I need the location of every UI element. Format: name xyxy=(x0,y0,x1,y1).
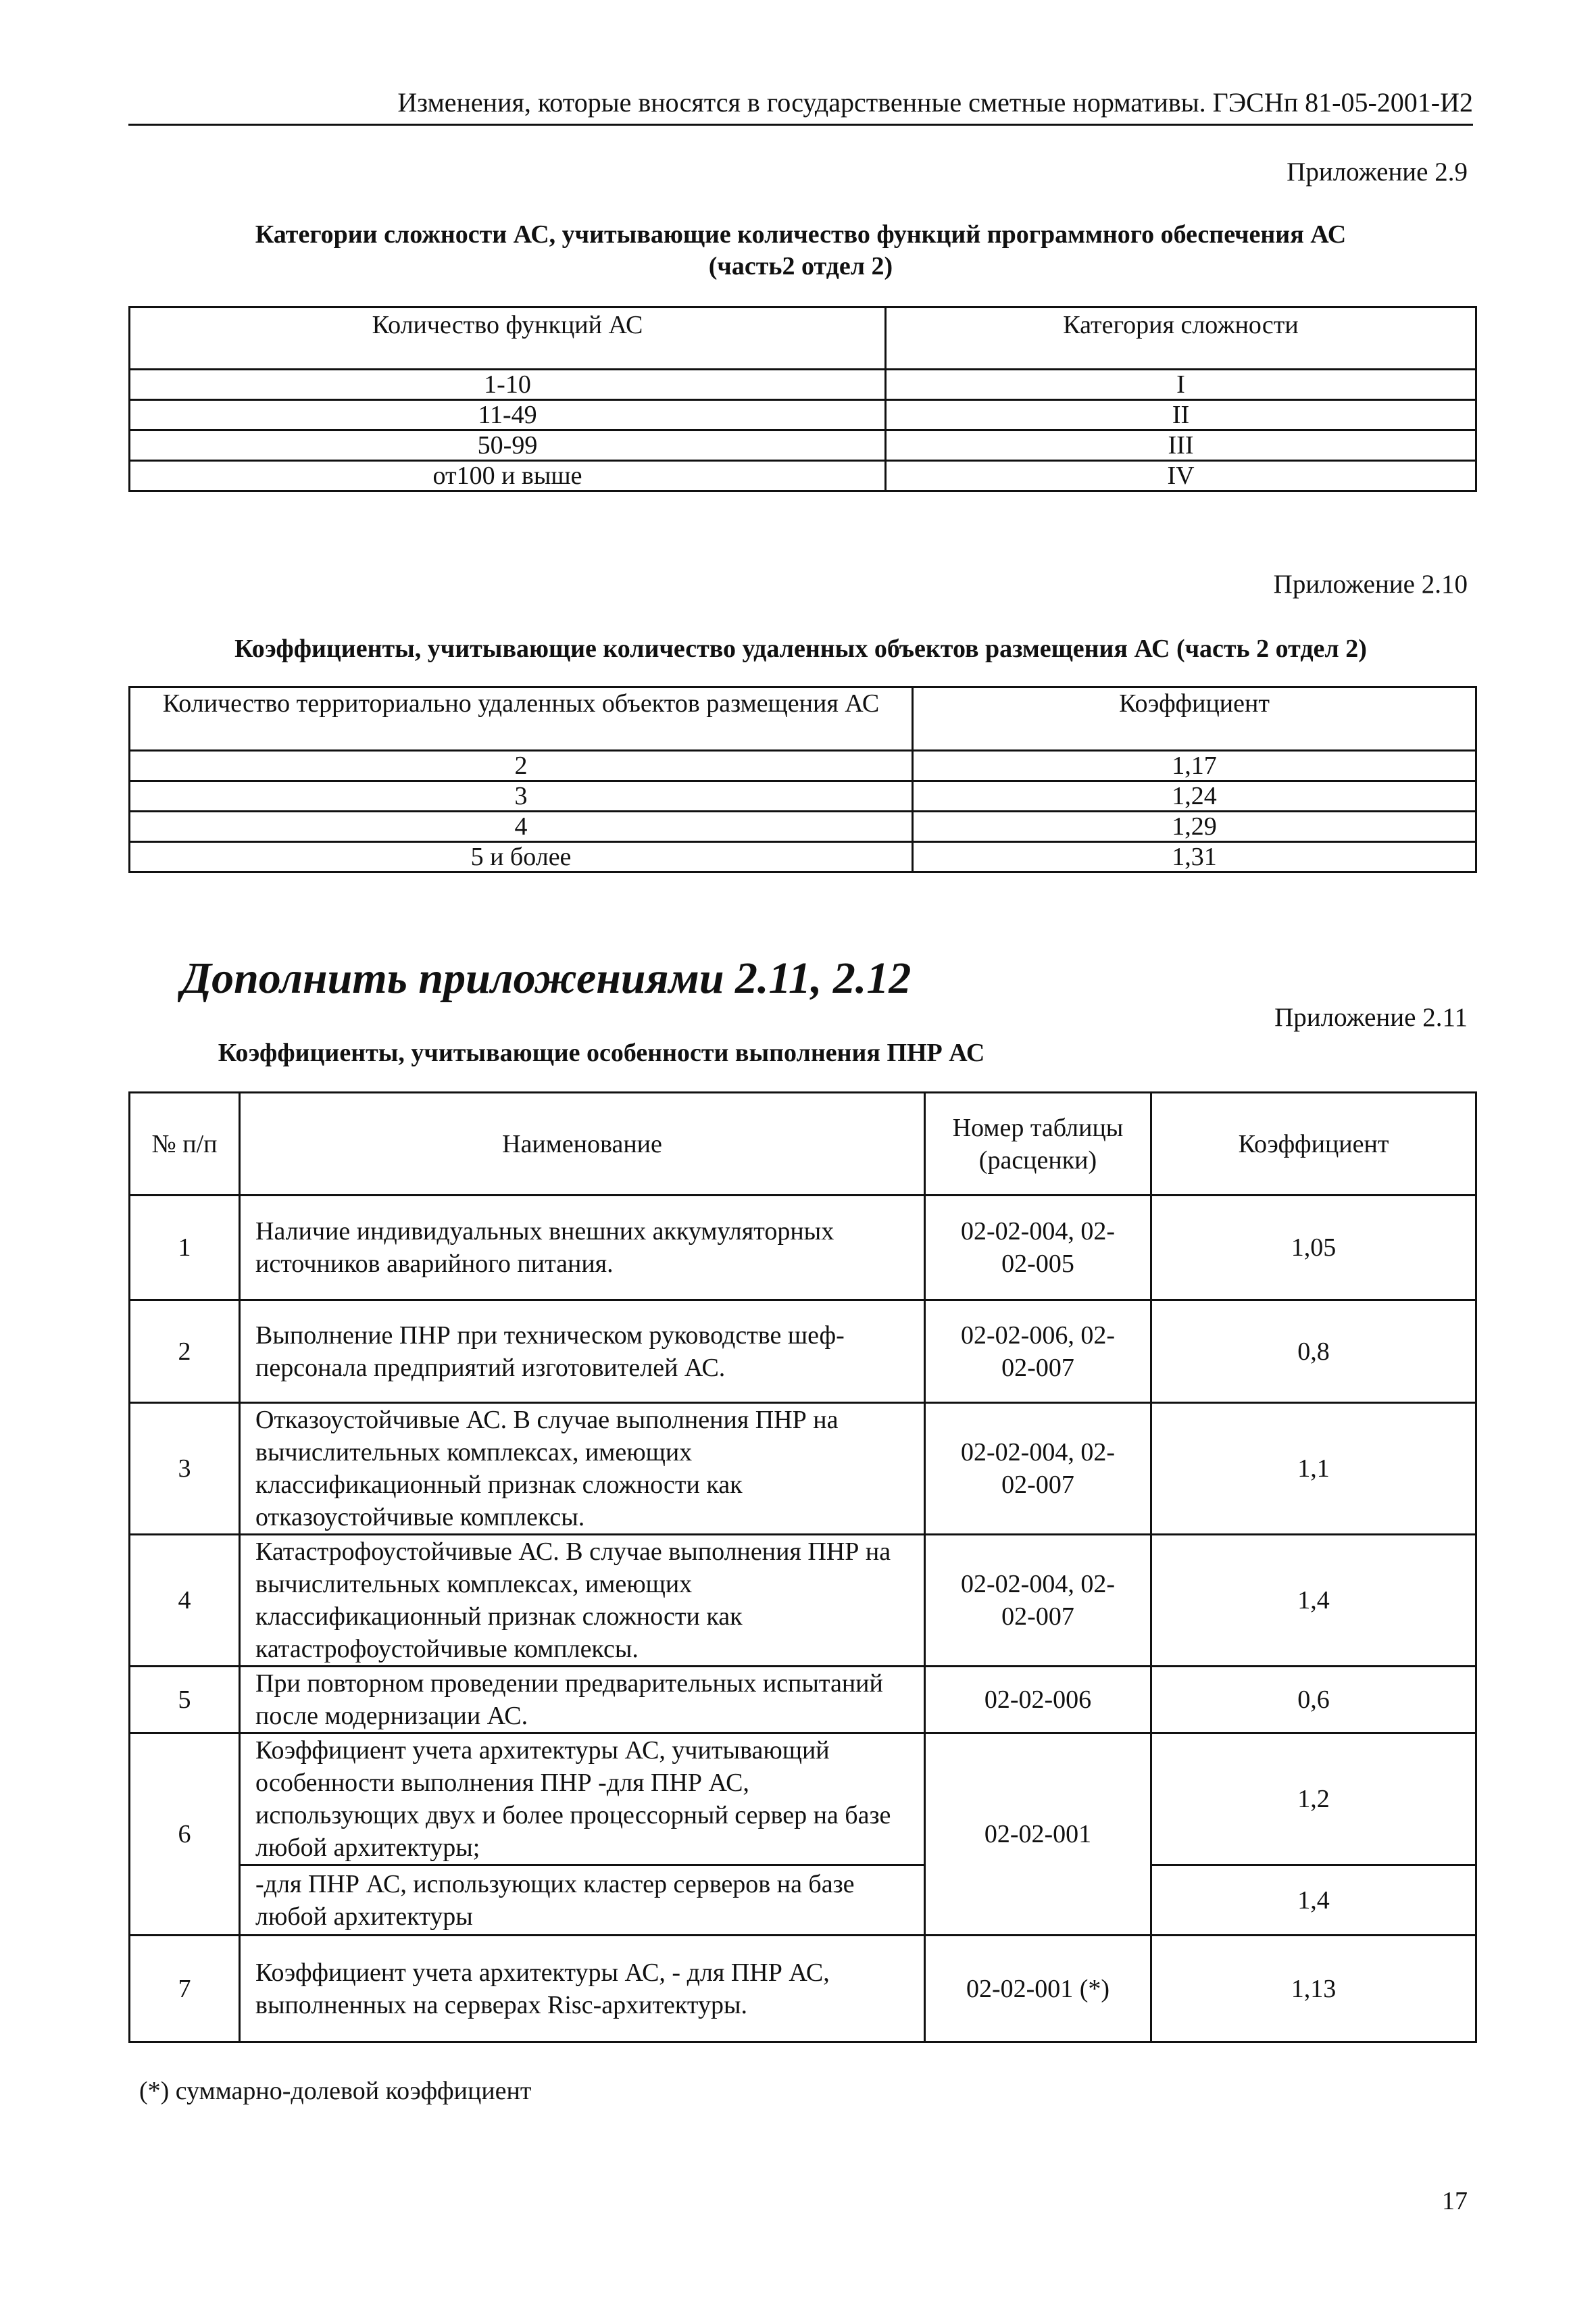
cell-functions: 11-49 xyxy=(130,400,886,430)
cell-coefficient: 1,4 xyxy=(1151,1865,1476,1936)
cell-coefficient: 1,1 xyxy=(1151,1403,1476,1535)
cell-coefficient: 0,6 xyxy=(1151,1667,1476,1733)
cell-number: 4 xyxy=(130,1535,240,1667)
cell-category: II xyxy=(886,400,1476,430)
cell-coefficient: 1,31 xyxy=(913,842,1476,872)
table-row xyxy=(130,1300,1476,1403)
appendix-2-9-subtitle: (часть2 отдел 2) xyxy=(708,252,893,280)
footnote: (*) суммарно-долевой коэффициент xyxy=(139,2077,532,2105)
cell-objects: 4 xyxy=(130,812,913,842)
cell-objects: 3 xyxy=(130,781,913,812)
cell-number: 2 xyxy=(130,1300,240,1403)
table-row xyxy=(130,1403,1476,1535)
appendix-2-10-label: Приложение 2.10 xyxy=(1273,570,1468,599)
table-row xyxy=(130,781,1476,812)
table-row xyxy=(130,812,1476,842)
cell-coefficient: 1,24 xyxy=(913,781,1476,812)
header-rule xyxy=(128,124,1473,126)
table-row xyxy=(130,1667,1476,1733)
table-row xyxy=(130,751,1476,781)
cell-coefficient: 1,17 xyxy=(913,751,1476,781)
cell-number: 6 xyxy=(130,1733,240,1936)
table-row xyxy=(130,1196,1476,1300)
cell-number: 3 xyxy=(130,1403,240,1535)
supplement-heading: Дополнить приложениями 2.11, 2.12 xyxy=(181,954,912,1003)
complexity-table xyxy=(128,306,1477,492)
col-header-coefficient: Коэффициент xyxy=(913,687,1476,751)
cell-name: При повторном проведении предварительных испытаний после модернизации АС. xyxy=(240,1667,925,1733)
appendix-2-9-title: Категории сложности АС, учитывающие количество функций программного обеспечения АС xyxy=(255,220,1347,249)
cell-table-number: 02-02-004, 02-02-007 xyxy=(925,1535,1151,1667)
cell-name: Коэффициент учета архитектуры АС, учитывающий особенности выполнения ПНР -для ПНР АС, использующих двух и более процессорный сервер на базе любой архитектуры; xyxy=(240,1733,925,1865)
cell-functions: от100 и выше xyxy=(130,461,886,491)
running-header: Изменения, которые вносятся в государственные сметные нормативы. ГЭСНп 81-05-2001-И2 xyxy=(397,87,1473,118)
cell-name: Выполнение ПНР при техническом руководстве шеф-персонала предприятий изготовителей АС. xyxy=(240,1300,925,1403)
cell-name: Отказоустойчивые АС. В случае выполнения ПНР на вычислительных комплексах, имеющих классификационный признак сложности как отказоустойчивые комплексы. xyxy=(240,1403,925,1535)
cell-coefficient: 1,4 xyxy=(1151,1535,1476,1667)
pnr-coefficients-table xyxy=(128,1091,1477,2043)
cell-table-number: 02-02-004, 02-02-007 xyxy=(925,1403,1151,1535)
appendix-2-9-label: Приложение 2.9 xyxy=(1287,157,1468,187)
col-header-name: Наименование xyxy=(240,1093,925,1196)
cell-category: IV xyxy=(886,461,1476,491)
appendix-2-10-title: Коэффициенты, учитывающие количество удаленных объектов размещения АС (часть 2 отдел 2) xyxy=(234,635,1367,663)
cell-name: Коэффициент учета архитектуры АС, - для ПНР АС, выполненных на серверах Risc-архитектуры. xyxy=(240,1936,925,2042)
remote-objects-table xyxy=(128,686,1477,873)
cell-number: 1 xyxy=(130,1196,240,1300)
table-row xyxy=(130,1535,1476,1667)
appendix-2-11-title: Коэффициенты, учитывающие особенности выполнения ПНР АС xyxy=(218,1039,985,1067)
cell-coefficient: 0,8 xyxy=(1151,1300,1476,1403)
cell-coefficient: 1,05 xyxy=(1151,1196,1476,1300)
cell-functions: 50-99 xyxy=(130,430,886,461)
cell-table-number: 02-02-006 xyxy=(925,1667,1151,1733)
cell-table-number: 02-02-001 xyxy=(925,1733,1151,1936)
col-header-category: Категория сложности xyxy=(886,307,1476,370)
table-row xyxy=(130,1733,1476,1865)
cell-name: Катастрофоустойчивые АС. В случае выполнения ПНР на вычислительных комплексах, имеющих классификационный признак сложности как катастрофоустойчивые комплексы. xyxy=(240,1535,925,1667)
cell-name: -для ПНР АС, использующих кластер серверов на базе любой архитектуры xyxy=(240,1865,925,1936)
col-header-remote-objects: Количество территориально удаленных объектов размещения АС xyxy=(130,687,913,751)
table-row xyxy=(130,430,1476,461)
table-row xyxy=(130,1936,1476,2042)
table-row xyxy=(130,842,1476,872)
col-header-functions: Количество функций АС xyxy=(130,307,886,370)
cell-coefficient: 1,13 xyxy=(1151,1936,1476,2042)
cell-objects: 2 xyxy=(130,751,913,781)
appendix-2-11-label: Приложение 2.11 xyxy=(1274,1003,1468,1032)
cell-coefficient: 1,2 xyxy=(1151,1733,1476,1865)
col-header-table-number: Номер таблицы (расценки) xyxy=(925,1093,1151,1196)
col-header-coefficient: Коэффициент xyxy=(1151,1093,1476,1196)
cell-name: Наличие индивидуальных внешних аккумуляторных источников аварийного питания. xyxy=(240,1196,925,1300)
cell-objects: 5 и более xyxy=(130,842,913,872)
col-header-number: № п/п xyxy=(130,1093,240,1196)
cell-category: III xyxy=(886,430,1476,461)
cell-table-number: 02-02-004, 02-02-005 xyxy=(925,1196,1151,1300)
table-row xyxy=(130,1865,1476,1936)
cell-functions: 1-10 xyxy=(130,370,886,400)
cell-coefficient: 1,29 xyxy=(913,812,1476,842)
table-row xyxy=(130,400,1476,430)
cell-table-number: 02-02-001 (*) xyxy=(925,1936,1151,2042)
table-row xyxy=(130,461,1476,491)
cell-table-number: 02-02-006, 02-02-007 xyxy=(925,1300,1151,1403)
page-number: 17 xyxy=(1442,2187,1468,2215)
cell-category: I xyxy=(886,370,1476,400)
cell-number: 5 xyxy=(130,1667,240,1733)
table-row xyxy=(130,370,1476,400)
cell-number: 7 xyxy=(130,1936,240,2042)
